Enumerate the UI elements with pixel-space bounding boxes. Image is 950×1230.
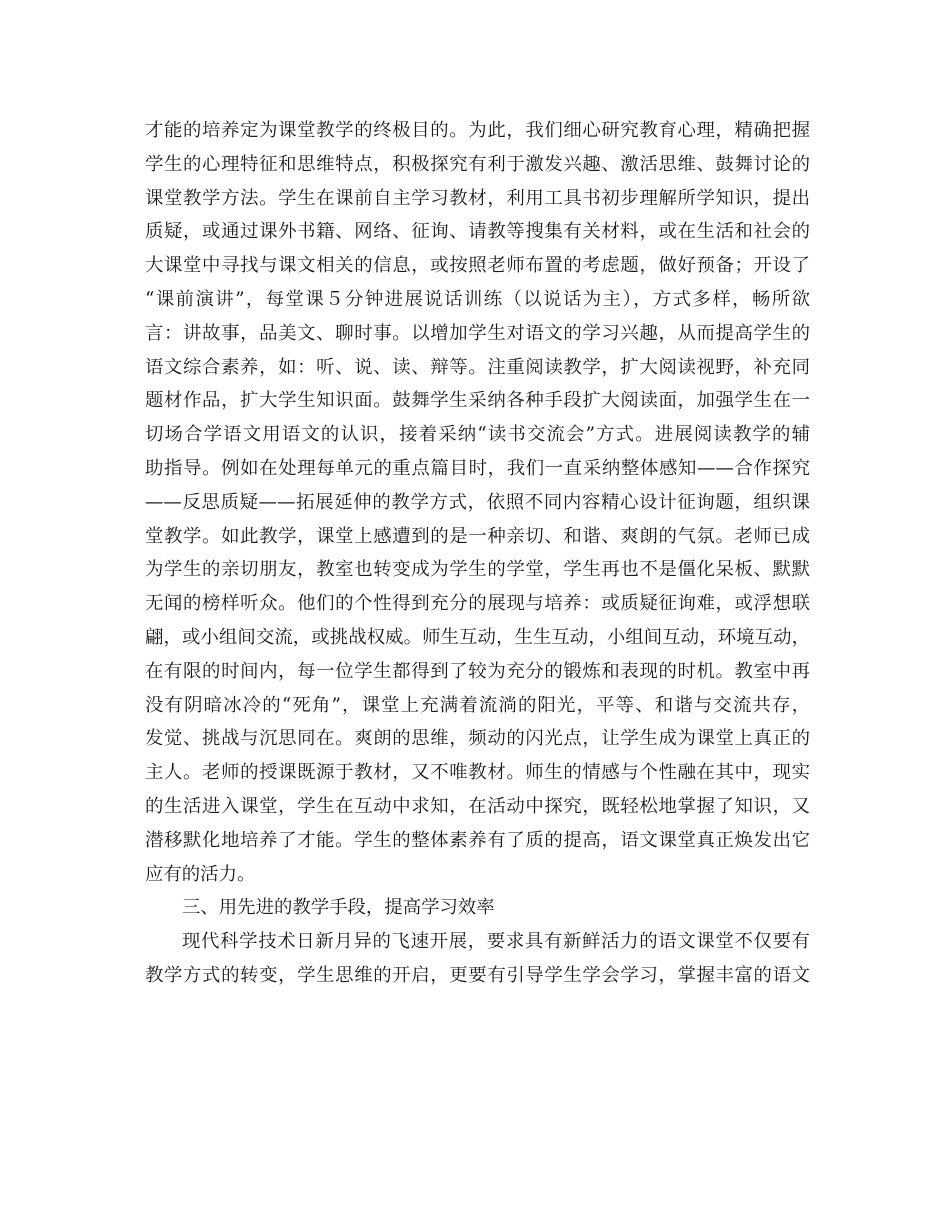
text-line: 助指导。例如在处理每单元的重点篇目时，我们一直采纳整体感知——合作探究 — [145, 457, 810, 479]
text-line: 言：讲故事，品美文、聊时事。以增加学生对语文的学习兴趣，从而提高学生的 — [145, 322, 810, 344]
text-line: 应有的活力。 — [145, 863, 256, 885]
text-line: 教学方式的转变，学生思维的开启，更要有引导学生学会学习，掌握丰富的语文 — [145, 964, 810, 986]
text-line: 潜移默化地培养了才能。学生的整体素养有了质的提高，语文课堂真正焕发出它 — [145, 829, 810, 851]
text-line: 在有限的时间内，每一位学生都得到了较为充分的锻炼和表现的时机。教室中再 — [145, 660, 810, 682]
text-line: 没有阴暗冰冷的“死角”，课堂上充满着流淌的阳光，平等、和谐与交流共存， — [145, 694, 810, 716]
text-line: 为学生的亲切朋友，教室也转变成为学生的学堂，学生再也不是僵化呆板、默默 — [145, 559, 810, 581]
text-line: 课堂教学方法。学生在课前自主学习教材，利用工具书初步理解所学知识，提出 — [145, 187, 810, 209]
text-line: 题材作品，扩大学生知识面。鼓舞学生采纳各种手段扩大阅读面，加强学生在一 — [145, 390, 810, 412]
text-line: 学生的心理特征和思维特点，积极探究有利于激发兴趣、激活思维、鼓舞讨论的 — [145, 153, 810, 175]
text-line: 语文综合素养，如：听、说、读、辩等。注重阅读教学，扩大阅读视野，补充同 — [145, 356, 810, 378]
document-body — [145, 114, 810, 993]
text-line: 切场合学语文用语文的认识，接着采纳“读书交流会”方式。进展阅读教学的辅 — [145, 424, 810, 446]
text-line: 现代科学技术日新月异的飞速开展，要求具有新鲜活力的语文课堂不仅要有 — [182, 931, 810, 953]
text-line: 的生活进入课堂，学生在互动中求知，在活动中探究，既轻松地掌握了知识，又 — [145, 795, 810, 817]
text-line: ——反思质疑——拓展延伸的教学方式，依照不同内容精心设计征询题，组织课 — [145, 491, 810, 513]
text-line: 质疑，或通过课外书籍、网络、征询、请教等搜集有关材料，或在生活和社会的 — [145, 221, 810, 243]
text-line: 无闻的榜样听众。他们的个性得到充分的展现与培养：或质疑征询难，或浮想联 — [145, 593, 810, 615]
text-line: 才能的培养定为课堂教学的终极目的。为此，我们细心研究教育心理，精确把握 — [145, 120, 810, 141]
text-line: 发觉、挑战与沉思同在。爽朗的思维，频动的闪光点，让学生成为课堂上真正的 — [145, 728, 810, 750]
text-line: 主人。老师的授课既源于教材，又不唯教材。师生的情感与个性融在其中，现实 — [145, 762, 810, 784]
text-line: “课前演讲”，每堂课５分钟进展说话训练（以说话为主），方式多样，畅所欲 — [145, 288, 810, 310]
text-line: 大课堂中寻找与课文相关的信息，或按照老师布置的考虑题，做好预备；开设了 — [145, 255, 810, 277]
section-heading: 三、用先进的教学手段，提高学习效率 — [182, 897, 495, 919]
text-line: 堂教学。如此教学，课堂上感遭到的是一种亲切、和谐、爽朗的气氛。老师已成 — [145, 525, 810, 547]
text-line: 翩，或小组间交流，或挑战权威。师生互动，生生互动，小组间互动，环境互动， — [145, 626, 810, 648]
